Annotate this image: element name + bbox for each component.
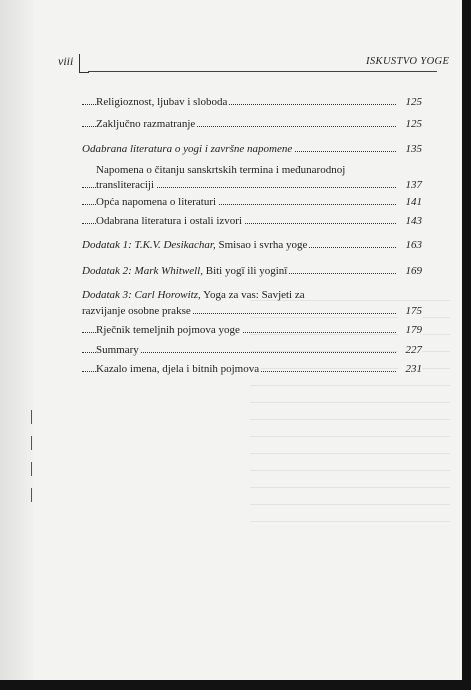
toc-entry <box>82 213 422 229</box>
gutter-mark <box>31 436 32 450</box>
toc-entry-page: 143 <box>398 213 422 229</box>
toc-entry-title: Religioznost, ljubav i sloboda <box>96 96 228 108</box>
toc-entry <box>82 361 422 377</box>
toc-entry-page: 125 <box>398 94 422 110</box>
toc-entry-title: Rječnik temeljnih pojmova yoge <box>96 324 240 336</box>
gutter-mark <box>31 488 32 502</box>
appendix-title: Yoga za vas: Savjeti za <box>200 289 305 301</box>
toc-entry-title: Summary <box>96 344 139 356</box>
toc-entry-page: 141 <box>398 194 422 210</box>
toc-entry-page: 179 <box>398 322 422 338</box>
toc-entry-page: 125 <box>398 116 422 132</box>
toc-entry <box>82 322 422 338</box>
toc-entry <box>82 94 422 110</box>
page-edge-shadow <box>462 0 471 690</box>
appendix-title: Biti yogī ili yoginī <box>202 265 288 277</box>
toc-entry-title <box>82 287 305 303</box>
page-edge-shadow <box>0 680 471 690</box>
running-title: ISKUSTVO YOGE <box>366 56 450 67</box>
gutter-mark <box>31 462 32 476</box>
toc-entry-page: 163 <box>398 237 422 253</box>
toc-entry-page: 231 <box>398 361 422 377</box>
toc-entry <box>82 303 422 319</box>
page-number: viii <box>58 54 74 68</box>
toc-entry-title: Zaključno razmatranje <box>96 118 196 130</box>
appendix-title: Smisao i svrha yoge <box>215 239 308 251</box>
toc-entry <box>82 342 422 358</box>
toc-entry-page: 175 <box>398 303 422 319</box>
toc-entry <box>82 194 422 210</box>
toc-entry <box>82 177 422 193</box>
appendix-label: Dodatak 3: Carl Horowitz, <box>82 289 201 301</box>
toc-entry-page: 227 <box>398 342 422 358</box>
toc-entry <box>82 116 422 132</box>
toc-entry-title <box>82 237 309 253</box>
toc-entry-page: 169 <box>398 263 422 279</box>
toc-entry-title: Odabrana literatura i ostali izvori <box>96 215 242 227</box>
toc-entry-page: 135 <box>398 141 422 157</box>
toc-entry-title: Kazalo imena, djela i bitnih pojmova <box>96 363 260 375</box>
gutter-shadow <box>0 0 34 680</box>
toc-entry-title-cont: razvijanje osobne prakse <box>82 305 191 317</box>
toc-entry-title-cont: transliteraciji <box>96 179 155 191</box>
appendix-label: Dodatak 2: Mark Whitwell, <box>82 265 203 277</box>
toc-entry <box>82 141 422 157</box>
toc-entry-title: Odabrana literatura o yogi i završne napomene <box>82 143 293 155</box>
toc-entry <box>82 237 422 253</box>
toc-entry-title: Napomena o čitanju sanskrtskih termina i međunarodnoj <box>96 164 346 176</box>
toc-entry-title <box>82 263 289 279</box>
toc-entry-page: 137 <box>398 177 422 193</box>
header-rule <box>88 71 437 72</box>
appendix-label: Dodatak 1: T.K.V. Desikachar, <box>82 239 216 251</box>
toc-entry-title: Opća napomena o literaturi <box>96 196 217 208</box>
gutter-mark <box>31 410 32 424</box>
toc-entry <box>82 263 422 279</box>
